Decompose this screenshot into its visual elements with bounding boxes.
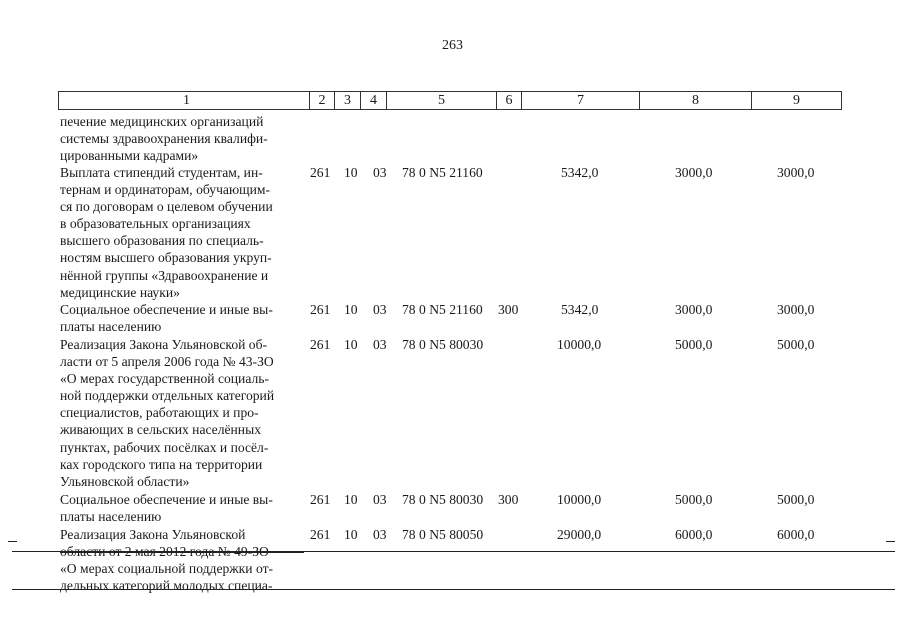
header-col-8: 8 [639,92,751,109]
description-line: высшего образования по специаль- [60,233,264,249]
edge-mark-right [886,541,895,542]
description-line: «О мерах социальной поддержки от- [60,561,274,577]
description-line: дельных категорий молодых специа- [60,578,273,594]
cell-amount-2: 3000,0 [675,165,713,180]
description-line: системы здравоохранения квалифи- [60,131,268,147]
cell-target: 78 0 N5 80050 [402,527,484,542]
header-col-7: 7 [521,92,639,109]
description-line: Социальное обеспечение и иные вы- [60,492,273,507]
cell-ministry: 261 [310,165,331,180]
table-header [58,91,842,110]
description-line: нённой группы «Здравоохранение и [60,267,269,283]
cell-section: 10 [344,165,358,180]
description-line: платы населению [60,509,162,525]
row-description [60,113,302,164]
description-line: Социальное обеспечение и иные вы- [60,302,273,317]
description-line: Реализация Закона Ульяновской об- [60,337,268,352]
cell-target: 78 0 N5 21160 [402,302,483,317]
description-line: ся по договорам о целевом обучении [60,199,273,215]
cell-ministry: 261 [310,302,331,317]
description-line: ной поддержки отдельных категорий [60,388,275,404]
cell-amount-2: 6000,0 [675,527,713,542]
cell-section: 10 [344,337,358,352]
cell-ministry: 261 [310,337,331,352]
cell-subsection: 03 [373,165,387,180]
row-description [60,526,302,594]
cell-section: 10 [344,492,358,507]
description-line: ностям высшего образования укруп- [60,250,272,266]
cell-ministry: 261 [310,527,331,542]
cell-amount-3: 5000,0 [777,492,815,507]
cell-amount-3: 5000,0 [777,337,815,352]
header-col-2: 2 [309,92,334,109]
cell-amount-1: 5342,0 [561,302,599,317]
description-line: живающих в сельских населённых [60,422,262,438]
description-line: области от 2 мая 2012 года № 49-ЗО [60,544,269,560]
page-rule-bottom [12,589,895,590]
cell-amount-2: 5000,0 [675,337,713,352]
page-number: 263 [442,38,463,53]
cell-target: 78 0 N5 80030 [402,492,484,507]
cell-amount-3: 3000,0 [777,165,815,180]
cell-amount-1: 5342,0 [561,165,599,180]
header-col-4: 4 [360,92,386,109]
cell-section: 10 [344,527,358,542]
cell-amount-3: 3000,0 [777,302,815,317]
row-description [60,164,302,301]
cell-amount-2: 5000,0 [675,492,713,507]
cell-subsection: 03 [373,492,387,507]
cell-subsection: 03 [373,337,387,352]
cell-section: 10 [344,302,358,317]
cell-type: 300 [498,492,519,507]
header-col-6: 6 [496,92,521,109]
cell-subsection: 03 [373,302,387,317]
cell-ministry: 261 [310,492,331,507]
description-line: Выплата стипендий студентам, ин- [60,165,263,180]
description-line: ках городского типа на территории [60,456,263,472]
header-col-1: 1 [183,93,190,108]
header-col-3: 3 [334,92,360,109]
description-line: «О мерах государственной социаль- [60,371,269,387]
description-line: пунктах, рабочих посёлках и посёл- [60,439,269,455]
header-col-9: 9 [751,92,841,109]
description-line: специалистов, работающих и про- [60,405,259,421]
description-line: Реализация Закона Ульяновской [60,527,246,542]
strikethrough-line [60,552,304,553]
row-description [60,491,302,525]
cell-amount-1: 10000,0 [557,492,602,507]
description-line: Ульяновской области» [60,473,190,489]
cell-target: 78 0 N5 21160 [402,165,483,180]
description-line: в образовательных организациях [60,216,251,232]
cell-subsection: 03 [373,527,387,542]
cell-type: 300 [498,302,519,317]
cell-amount-2: 3000,0 [675,302,713,317]
description-line: медицинские науки» [60,284,180,300]
cell-target: 78 0 N5 80030 [402,337,484,352]
description-line: ласти от 5 апреля 2006 года № 43-ЗО [60,354,274,370]
cell-amount-1: 10000,0 [557,337,602,352]
row-description [60,301,302,335]
cell-amount-1: 29000,0 [557,527,602,542]
description-line: цированными кадрами» [60,148,199,164]
row-description [60,336,302,490]
edge-mark-left [8,541,17,542]
cell-amount-3: 6000,0 [777,527,815,542]
header-col-5: 5 [386,92,496,109]
description-line: тернам и ординаторам, обучающим- [60,182,270,198]
description-line: печение медицинских организаций [60,114,264,129]
description-line: платы населению [60,319,162,335]
